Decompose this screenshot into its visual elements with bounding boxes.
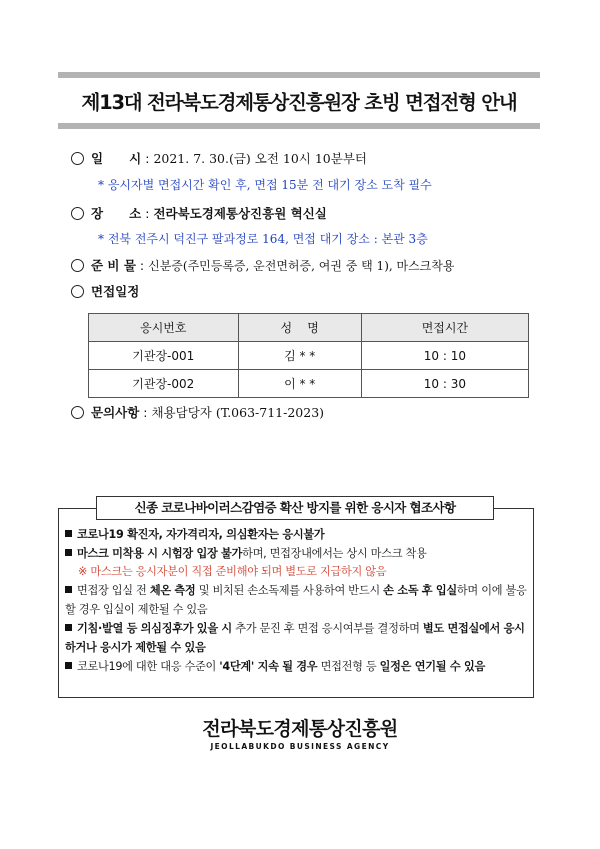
notice-item-3-e: 하며 이에 불응할 경우 입실이 제한될 수 있음 xyxy=(65,584,527,616)
notice-item-2 xyxy=(65,544,531,563)
square-bullet-icon xyxy=(65,586,72,593)
items-value: 신분증(주민등록증, 운전면허증, 여권 중 택 1), 마스크착용 xyxy=(148,259,455,273)
footer-org-english: JEOLLABUKDO BUSINESS AGENCY xyxy=(210,742,390,751)
place-label: 장 소 xyxy=(91,206,142,221)
place-note: * 전북 전주시 덕진구 팔과정로 164, 면접 대기 장소 : 본관 3층 xyxy=(98,232,428,246)
table-row xyxy=(89,370,529,398)
circle-bullet-icon xyxy=(71,406,84,419)
notice-item-1-text: 코로나19 확진자, 자가격리자, 의심환자는 응시불가 xyxy=(77,528,325,541)
header-time: 면접시간 xyxy=(361,314,528,342)
title-block xyxy=(58,72,540,129)
table-row xyxy=(89,342,529,370)
notice-item-2-bold: 마스크 미착용 시 시험장 입장 불가 xyxy=(77,547,243,560)
place-value: 전라북도경제통상진흥원 혁신실 xyxy=(153,206,327,221)
cell-name: 이 * * xyxy=(238,370,361,398)
circle-bullet-icon xyxy=(71,152,84,165)
contact-value: 채용담당자 (T.063-711-2023) xyxy=(151,405,325,420)
notice-item-3 xyxy=(65,581,531,619)
info-schedule-heading xyxy=(71,283,139,301)
info-contact: 문의사항 : 채용담당자 (T.063-711-2023) xyxy=(71,404,324,422)
header-number: 응시번호 xyxy=(89,314,239,342)
footer-org-name: 전라북도경제통상진흥원 xyxy=(202,718,398,740)
square-bullet-icon xyxy=(65,549,72,556)
notice-item-5 xyxy=(65,657,531,676)
items-label: 준 비 물 xyxy=(91,258,136,273)
notice-item-4-b: 추가 문진 후 면접 응시여부를 결정하며 xyxy=(231,622,423,635)
circle-bullet-icon xyxy=(71,259,84,272)
notice-title: 신종 코로나바이러스감염증 확산 방지를 위한 응시자 협조사항 xyxy=(96,496,494,520)
square-bullet-icon xyxy=(65,530,72,537)
date-note: * 응시자별 면접시간 확인 후, 면접 15분 전 대기 장소 도착 필수 xyxy=(98,178,432,192)
notice-item-2-note: ※ 마스크는 응시자분이 직접 준비해야 되며 별도로 지급하지 않음 xyxy=(78,565,387,578)
schedule-label: 면접일정 xyxy=(91,284,140,299)
notice-item-3-d: 손 소독 후 입실 xyxy=(383,584,457,597)
schedule-table xyxy=(88,313,529,398)
notice-item-2-text: 하며, 면접장내에서는 상시 마스크 착용 xyxy=(242,547,427,560)
info-place: 장 소 : 전라북도경제통상진흥원 혁신실 xyxy=(71,205,327,223)
table-header-row xyxy=(89,314,529,342)
notice-item-3-a: 면접장 입실 전 xyxy=(77,584,150,597)
notice-item-5-c: 면접전형 등 xyxy=(317,660,380,673)
notice-item-4-c: 별도 면접실에서 응시하거나 응시가 제한될 수 있음 xyxy=(65,622,525,654)
square-bullet-icon xyxy=(65,662,72,669)
notice-item-4 xyxy=(65,619,531,657)
notice-item-5-d: 일정은 연기될 수 있음 xyxy=(379,660,485,673)
notice-item-3-c: 및 비치된 손소독제를 사용하여 반드시 xyxy=(195,584,384,597)
date-value: 2021. 7. 30.(금) 오전 10시 10분부터 xyxy=(153,151,367,166)
notice-item-4-a: 기침·발열 등 의심징후가 있을 시 xyxy=(77,622,232,635)
page-title: 제13대 전라북도경제통상진흥원장 초빙 면접전형 안내 xyxy=(81,91,517,114)
info-date: 일 시 : 2021. 7. 30.(금) 오전 10시 10분부터 xyxy=(71,150,367,168)
header-name: 성 명 xyxy=(238,314,361,342)
notice-item-5-b: '4단계' 지속 될 경우 xyxy=(219,660,318,673)
cell-time: 10 : 10 xyxy=(361,342,528,370)
circle-bullet-icon xyxy=(71,207,84,220)
contact-label: 문의사항 xyxy=(91,405,140,420)
date-label: 일 시 xyxy=(91,151,142,166)
notice-item-3-b: 체온 측정 xyxy=(149,584,196,597)
info-items: 준 비 물 : 신분증(주민등록증, 운전면허증, 여권 중 택 1), 마스크착용 xyxy=(71,257,454,275)
cell-time: 10 : 30 xyxy=(361,370,528,398)
cell-number: 기관장-002 xyxy=(89,370,239,398)
cell-number: 기관장-001 xyxy=(89,342,239,370)
square-bullet-icon xyxy=(65,624,72,631)
title-bottom-bar xyxy=(58,123,540,129)
notice-item-5-a: 코로나19에 대한 대응 수준이 xyxy=(77,660,220,673)
cell-name: 김 * * xyxy=(238,342,361,370)
notice-item-1 xyxy=(65,525,531,544)
circle-bullet-icon xyxy=(71,285,84,298)
